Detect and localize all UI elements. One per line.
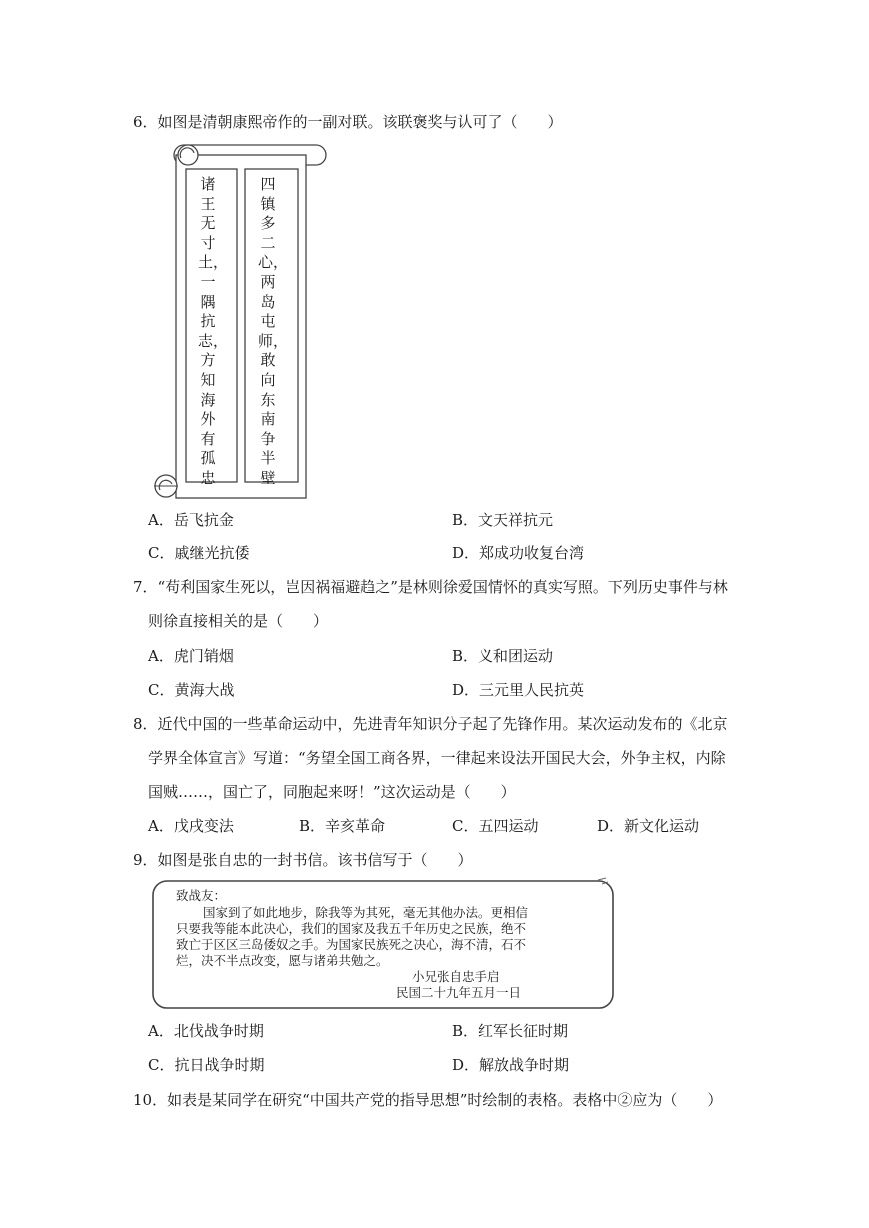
letter-salutation: 致战友： bbox=[176, 888, 227, 903]
q9-option-c[interactable]: C．抗日战争时期 bbox=[148, 1056, 265, 1074]
letter-line: 只要我等能本此决心，我们的国家及我五千年历史之民族，绝不 bbox=[176, 921, 527, 936]
q7-option-a[interactable]: A．虎门销烟 bbox=[148, 647, 234, 665]
letter-line: 烂，决不半点改变，愿与诸弟共勉之。 bbox=[176, 953, 389, 968]
q9-option-b[interactable]: B．红军长征时期 bbox=[452, 1022, 569, 1040]
q6-option-d[interactable]: D．郑成功收复台湾 bbox=[452, 544, 585, 562]
q7-option-d[interactable]: D．三元里人民抗英 bbox=[452, 681, 585, 699]
couplet-left-text: 诸王无寸土，一隅抗志，方知海外有孤忠 bbox=[198, 175, 229, 487]
q8-stem-line2: 学界全体宣言》写道：“务望全国工商各界，一律起来设法开国民大会，外争主权，内除 bbox=[148, 749, 726, 767]
q10-stem: 10．如表是某同学在研究“中国共产党的指导思想”时绘制的表格。表格中②应为（ ） bbox=[133, 1091, 723, 1109]
q6-option-b[interactable]: B．文天祥抗元 bbox=[452, 511, 554, 529]
q6-option-c[interactable]: C．戚继光抗倭 bbox=[148, 544, 250, 562]
letter-line: 国家到了如此地步，除我等为其死，毫无其他办法。更相信 bbox=[203, 905, 529, 920]
q9-option-a[interactable]: A．北伐战争时期 bbox=[148, 1022, 264, 1040]
q7-stem-line2: 则徐直接相关的是（ ） bbox=[148, 612, 329, 630]
letter-line: 致亡于区区三岛倭奴之手。为国家民族死之决心，海不清，石不 bbox=[176, 937, 527, 952]
q9-option-d[interactable]: D．解放战争时期 bbox=[452, 1056, 570, 1074]
q6-option-a[interactable]: A．岳飞抗金 bbox=[148, 511, 234, 529]
q8-option-b[interactable]: B．辛亥革命 bbox=[299, 817, 386, 835]
q8-option-d[interactable]: D．新文化运动 bbox=[597, 817, 700, 835]
q6-stem: 6．如图是清朝康熙帝作的一副对联。该联褒奖与认可了（ ） bbox=[133, 113, 563, 131]
q8-option-c[interactable]: C．五四运动 bbox=[452, 817, 539, 835]
q7-option-c[interactable]: C．黄海大战 bbox=[148, 681, 235, 699]
letter-date: 民国二十九年五月一日 bbox=[396, 985, 522, 1000]
q7-stem-line1: 7．“苟利国家生死以，岂因祸福避趋之”是林则徐爱国情怀的真实写照。下列历史事件与林 bbox=[133, 578, 728, 596]
couplet-scroll-illustration bbox=[148, 142, 330, 502]
letter-signature: 小兄张自忠手启 bbox=[412, 969, 500, 984]
q9-stem: 9．如图是张自忠的一封书信。该书信写于（ ） bbox=[133, 851, 473, 869]
q8-stem-line3: 国贼……，国亡了，同胞起来呀！”这次运动是（ ） bbox=[148, 783, 516, 801]
q8-option-a[interactable]: A．戊戌变法 bbox=[148, 817, 234, 835]
q8-stem-line1: 8．近代中国的一些革命运动中，先进青年知识分子起了先锋作用。某次运动发布的《北京 bbox=[133, 715, 728, 733]
couplet-right-text: 四镇多二心，两岛屯师，敢向东南争半壁 bbox=[258, 175, 289, 487]
q7-option-b[interactable]: B．义和团运动 bbox=[452, 647, 554, 665]
